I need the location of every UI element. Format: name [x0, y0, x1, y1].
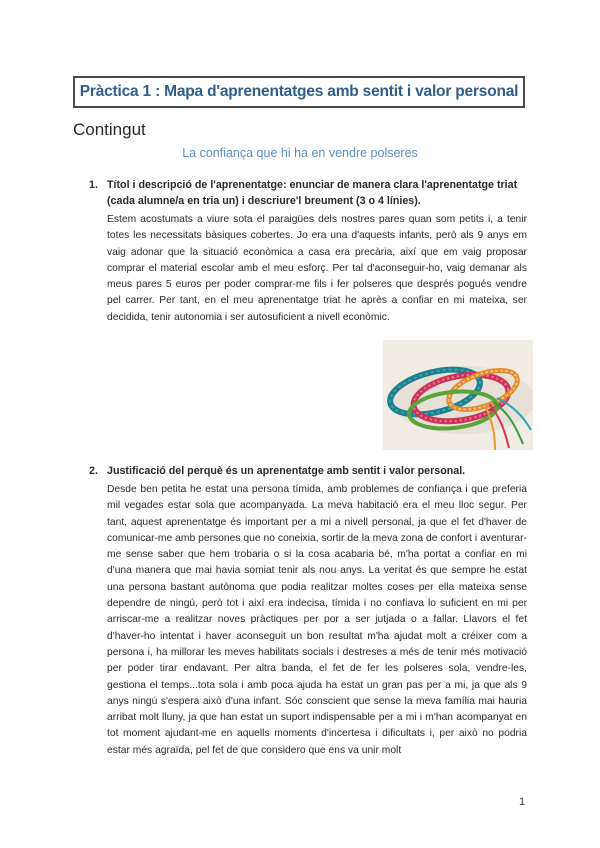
item-2-number: 2. — [89, 465, 98, 477]
item-1-title: Títol i descripció de l'aprenentatge: enunciar de manera clara l'aprenentatge triat (cada alumne/a en tria un) i descriure'l breument (3 o 4 línies). — [107, 179, 518, 207]
section-heading: Contingut — [73, 120, 146, 139]
item-2-body: Desde ben petita he estat una persona tímida, amb problemes de confiança i que preferia mil vegades estar sola que acompanyada. La meva habitació era el meu lloc segur. Per tant, aquest aprenentatge és important per a mi a nivell personal, ja que el fet d'haver de comunicar-me amb persones que no coneixia, sortir de la meva zona de confort i aventurar-me sense saber que hem trobaria o si la cosa acabaria bé, m'ha portat a confiar en mi d'una manera que mai havia somiat tenir als nou anys. La veritat és que sempre he estat una persona bastant autònoma que podia realitzar moltes coses per ella mateixa sense dependre de ningú, però tot i així era indecisa, tímida i no confiava lo suficient en mi per arriscar-me a realitzar noves pràctiques per por a ser jutjada o a fallar. Llavors el fet d'haver-ho intentat i haver aconseguit un bon resultat m'ha ajudat molt a créixer com a persona i, ha millorar les meves habilitats socials i destreses a més de tenir més motivació per poder tirar endavant. Per altra banda, el fet de fer les polseres sola, vendre-les, gestiona el temps...tota sola i amb poca ajuda ha estat un gran pas per a mi, ja que als 9 anys ningú s'espera això d'una infant. Sóc conscient que sense la meva família mai hauria arribat molt lluny, ja que han estat un suport indispensable per a mi i m'han acompanyat en tot moment ajudant-me en aquells moments d'incertesa i dificultats i, per això no podria estar més agraïda, pel fet de que considero que ens va unir molt — [107, 484, 527, 756]
document-title-box — [73, 76, 525, 108]
item-1-heading — [89, 177, 529, 209]
item-1-number: 1. — [89, 179, 98, 191]
document-title: Pràctica 1 : Mapa d'aprenentatges amb sentit i valor personal — [79, 83, 519, 100]
page-number: 1 — [519, 796, 526, 808]
item-1-body: Estem acostumats a viure sota el paraigües dels nostres pares quan som petits i, a tenir totes les necessitats bàsiques cobertes. Jo era una d'aquests infants, però als 9 anys em vaig adonar que la situació econòmica a casa era precària, així que em vaig proposar comprar el material escolar amb el meu esforç. Per tal d'aconseguir-ho, vaig demanar als meus pares 5 euros per poder comprar-me fils i fer polseres que després pogués vendre pel carrer. Per tant, en el meu aprenentatge triat he après a confiar en mi mateixa, ser decidida, tenir autonomia i ser autosuficient a nivell econòmic. — [107, 214, 527, 323]
document-subtitle: La confiança que hi ha en vendre polseres — [182, 146, 418, 160]
bracelets-photo — [383, 340, 533, 450]
item-2-heading — [89, 463, 529, 479]
item-2-title: Justificació del perquè és un aprenentatge amb sentit i valor personal. — [107, 465, 466, 477]
